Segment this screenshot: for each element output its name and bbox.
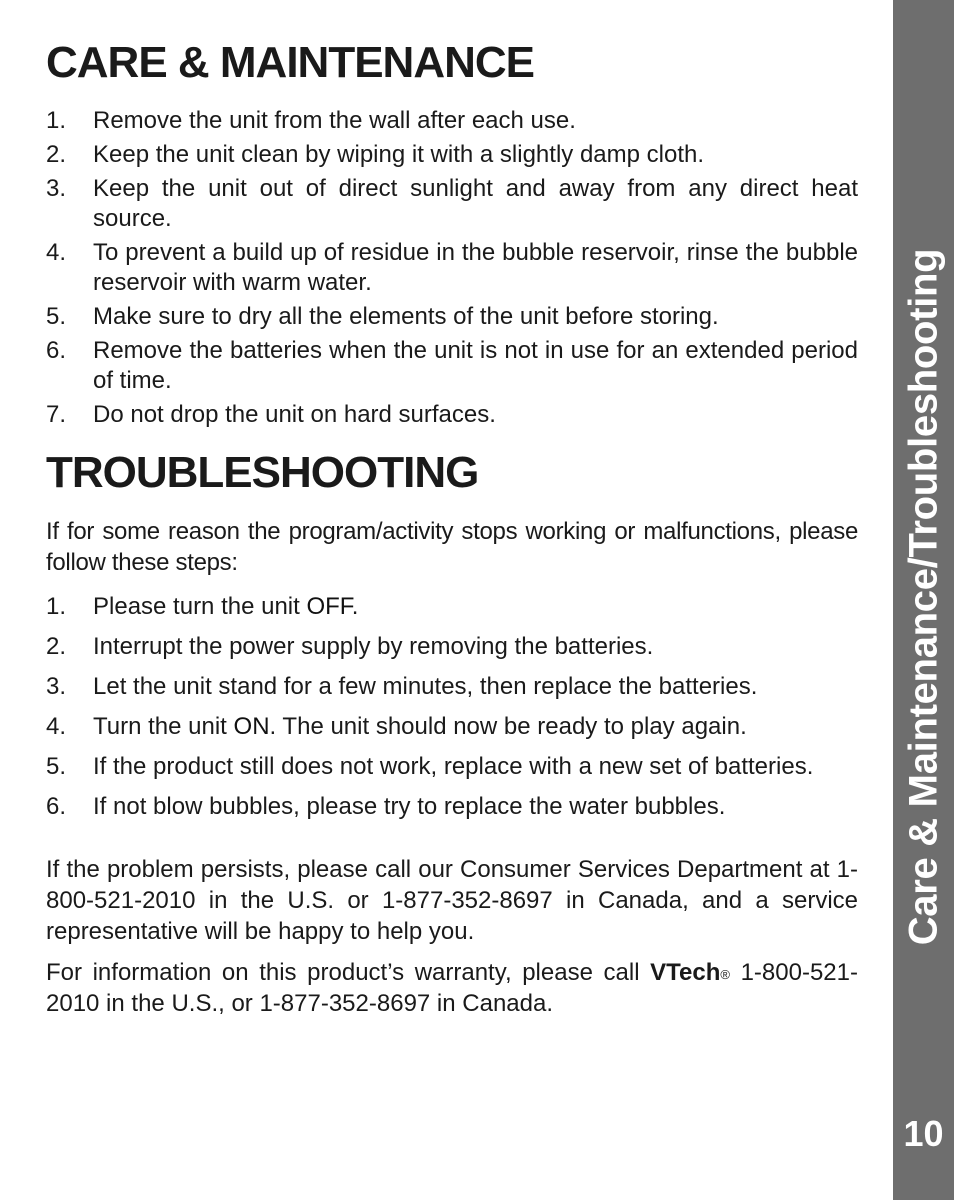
troubleshooting-item-5: [46, 752, 858, 782]
list-number: 1.: [46, 593, 67, 620]
list-number: 5.: [46, 303, 67, 330]
list-number: 2.: [46, 633, 67, 660]
list-number: 5.: [46, 753, 67, 780]
on-keyword: ON: [233, 713, 270, 740]
list-text: Interrupt the power supply by removing the batteries.: [93, 633, 654, 660]
text-segment: 1-800-521-2010 in the U.S., or 1-877-352-8697 in Canada.: [46, 959, 858, 1017]
list-number: 4.: [46, 713, 67, 740]
troubleshooting-item-2: [46, 632, 858, 662]
persist-paragraph: If the problem persists, please call our Consumer Services Department at 1-800-521-2010 in the U.S. or 1-877-352-8697 in Canada, and a service representative will be happy to help you.: [46, 856, 858, 945]
list-text: Remove the batteries when the unit is not in use for an extended period of time.: [93, 337, 858, 394]
troubleshooting-list: [46, 592, 858, 822]
list-number: 1.: [46, 107, 67, 134]
list-number: 6.: [46, 793, 67, 820]
list-text: Let the unit stand for a few minutes, then replace the batteries.: [93, 673, 758, 700]
list-text: [93, 592, 858, 622]
troubleshooting-item-4: [46, 712, 858, 742]
list-text: Do not drop the unit on hard surfaces.: [93, 401, 496, 428]
page-content: [46, 38, 858, 1019]
brand-name: VTech: [650, 959, 721, 986]
list-number: 3.: [46, 175, 67, 202]
section-sidebar: [893, 0, 954, 1200]
care-item-2: [46, 140, 858, 170]
care-item-6: [46, 336, 858, 396]
list-number: 4.: [46, 239, 67, 266]
list-text: If the product still does not work, replace with a new set of batteries.: [93, 753, 814, 780]
text-segment: Turn the unit: [93, 713, 234, 740]
care-item-3: [46, 174, 858, 234]
troubleshooting-title: TROUBLESHOOTING: [46, 448, 479, 497]
care-item-1: [46, 106, 858, 136]
page-number: 10: [903, 1113, 944, 1154]
list-number: 7.: [46, 401, 67, 428]
list-text: Keep the unit clean by wiping it with a slightly damp cloth.: [93, 141, 705, 168]
troubleshooting-item-1: [46, 592, 858, 622]
warranty-paragraph: [46, 957, 858, 1019]
list-text: To prevent a build up of residue in the bubble reservoir, rinse the bubble reservoir with warm water.: [93, 239, 858, 296]
list-text: Make sure to dry all the elements of the unit before storing.: [93, 303, 719, 330]
troubleshooting-intro: If for some reason the program/activity stops working or malfunctions, please follow these steps:: [46, 518, 858, 576]
troubleshooting-item-3: [46, 672, 858, 702]
troubleshooting-item-6: [46, 792, 858, 822]
list-text: If not blow bubbles, please try to replace the water bubbles.: [93, 793, 726, 820]
text-segment: For information on this product’s warranty, please call: [46, 959, 651, 986]
list-text: Remove the unit from the wall after each use.: [93, 107, 576, 134]
registered-mark: ®: [720, 967, 730, 982]
care-list: [46, 106, 858, 430]
sidebar-section-label: Care & Maintenance/Troubleshooting: [901, 248, 946, 946]
list-number: 6.: [46, 337, 67, 364]
care-maintenance-title: CARE & MAINTENANCE: [46, 38, 534, 87]
off-keyword: OFF: [306, 593, 352, 620]
text-segment: .: [351, 593, 359, 620]
care-item-7: [46, 400, 858, 430]
list-number: 2.: [46, 141, 67, 168]
text-segment: Please turn the unit: [93, 593, 307, 620]
care-item-4: [46, 238, 858, 298]
care-item-5: [46, 302, 858, 332]
list-number: 3.: [46, 673, 67, 700]
text-segment: . The unit should now be ready to play again.: [269, 713, 747, 740]
list-text: Keep the unit out of direct sunlight and away from any direct heat source.: [93, 175, 858, 232]
list-text: [93, 712, 858, 742]
